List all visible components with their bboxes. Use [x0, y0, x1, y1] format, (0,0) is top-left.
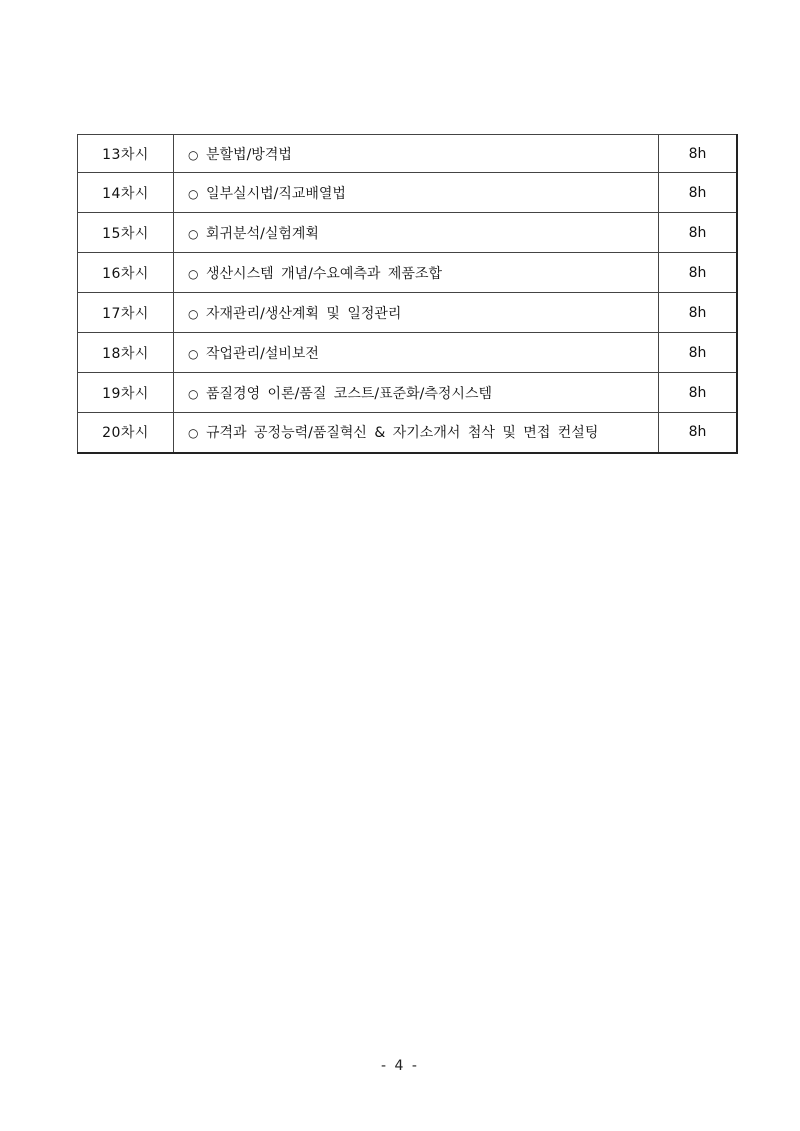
topic-text: 작업관리/설비보전 [206, 345, 319, 362]
session-cell: 16차시 [78, 253, 174, 293]
circle-bullet-icon: ○ [188, 386, 199, 401]
hours-cell: 8h [659, 293, 738, 333]
table-row [78, 333, 738, 373]
session-cell: 14차시 [78, 173, 174, 213]
circle-bullet-icon: ○ [188, 186, 199, 201]
session-cell: 20차시 [78, 413, 174, 453]
table-row [78, 135, 738, 173]
session-cell: 13차시 [78, 135, 174, 173]
hours-cell: 8h [659, 173, 738, 213]
page-number: - 4 - [381, 1058, 419, 1074]
session-cell: 17차시 [78, 293, 174, 333]
table-row [78, 373, 738, 413]
topic-cell [174, 253, 659, 293]
circle-bullet-icon: ○ [188, 147, 199, 162]
session-cell: 19차시 [78, 373, 174, 413]
circle-bullet-icon: ○ [188, 426, 199, 441]
circle-bullet-icon: ○ [188, 226, 199, 241]
topic-text: 분할법/방격법 [206, 146, 292, 163]
circle-bullet-icon: ○ [188, 266, 199, 281]
topic-cell [174, 135, 659, 173]
hours-cell: 8h [659, 373, 738, 413]
hours-cell: 8h [659, 135, 738, 173]
table-row [78, 213, 738, 253]
hours-cell: 8h [659, 333, 738, 373]
table-row [78, 173, 738, 213]
hours-cell: 8h [659, 413, 738, 453]
table-row [78, 253, 738, 293]
circle-bullet-icon: ○ [188, 346, 199, 361]
topic-cell [174, 373, 659, 413]
topic-cell [174, 213, 659, 253]
topic-text: 품질경영 이론/품질 코스트/표준화/측정시스템 [206, 385, 493, 402]
topic-text: 규격과 공정능력/품질혁신 & 자기소개서 첨삭 및 면접 컨설팅 [206, 425, 599, 442]
topic-cell [174, 413, 659, 453]
topic-cell [174, 333, 659, 373]
topic-text: 자재관리/생산계획 및 일정관리 [206, 305, 402, 322]
schedule-table [77, 134, 738, 454]
topic-cell [174, 293, 659, 333]
hours-cell: 8h [659, 213, 738, 253]
table-row [78, 293, 738, 333]
session-cell: 15차시 [78, 213, 174, 253]
topic-text: 생산시스템 개념/수요예측과 제품조합 [206, 265, 443, 282]
hours-cell: 8h [659, 253, 738, 293]
table-row [78, 413, 738, 453]
circle-bullet-icon: ○ [188, 306, 199, 321]
topic-text: 회귀분석/실험계획 [206, 225, 319, 242]
topic-text: 일부실시법/직교배열법 [206, 185, 346, 202]
topic-cell [174, 173, 659, 213]
session-cell: 18차시 [78, 333, 174, 373]
